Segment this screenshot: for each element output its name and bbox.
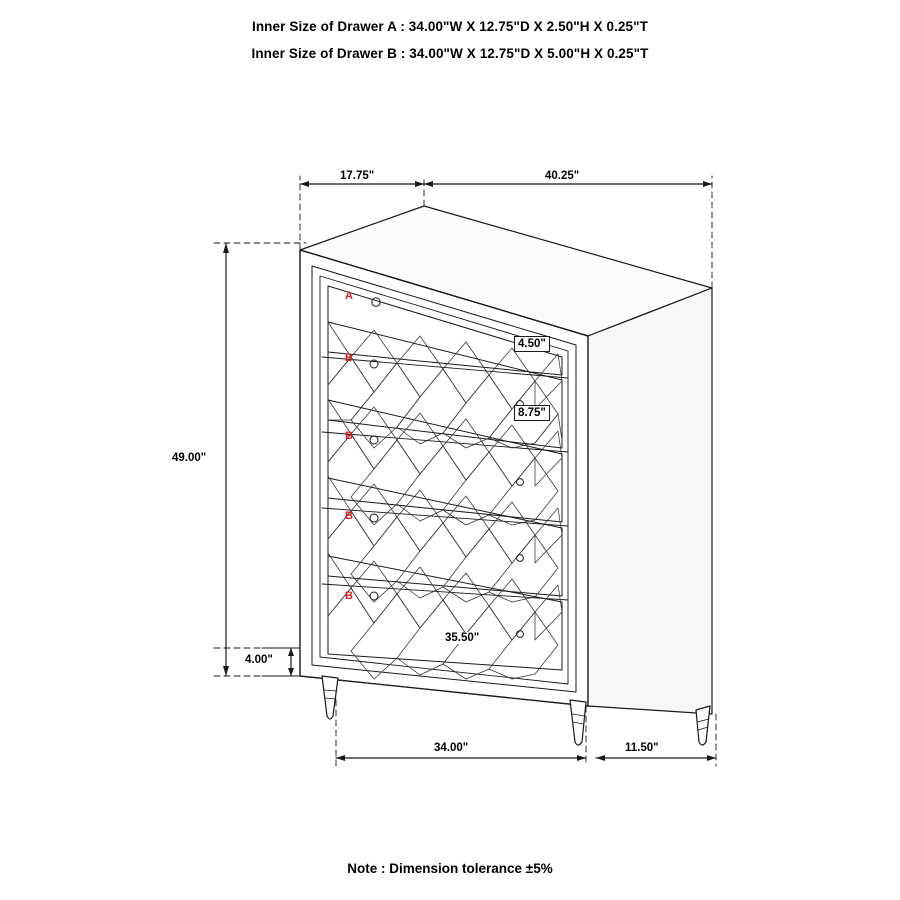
drawer-label-a: A	[345, 290, 353, 302]
dim-bottom-side-depth: 11.50"	[625, 742, 659, 754]
drawer-label-b-1: B	[345, 352, 353, 364]
tolerance-note: Note : Dimension tolerance ±5%	[347, 861, 553, 876]
dim-leg-height: 4.00"	[245, 654, 273, 666]
drawer-label-b-3: B	[345, 510, 353, 522]
dim-top-right-width: 40.25"	[545, 170, 580, 182]
dim-drawer-a-height: 4.50"	[514, 336, 550, 352]
header-line-drawer-b: Inner Size of Drawer B : 34.00"W X 12.75"D X 5.00"H X 0.25"T	[251, 46, 649, 61]
dim-total-height: 49.00"	[172, 452, 207, 464]
drawer-label-b-2: B	[345, 430, 353, 442]
dim-drawer-b-height: 8.75"	[514, 405, 550, 421]
dim-top-left-width: 17.75"	[340, 170, 375, 182]
header-line-drawer-a: Inner Size of Drawer A : 34.00"W X 12.75"D X 2.50"H X 0.25"T	[251, 19, 648, 34]
dim-drawer-front-width: 35.50"	[445, 632, 480, 644]
dim-bottom-front-width: 34.00"	[434, 742, 469, 754]
drawer-label-b-4: B	[345, 590, 353, 602]
